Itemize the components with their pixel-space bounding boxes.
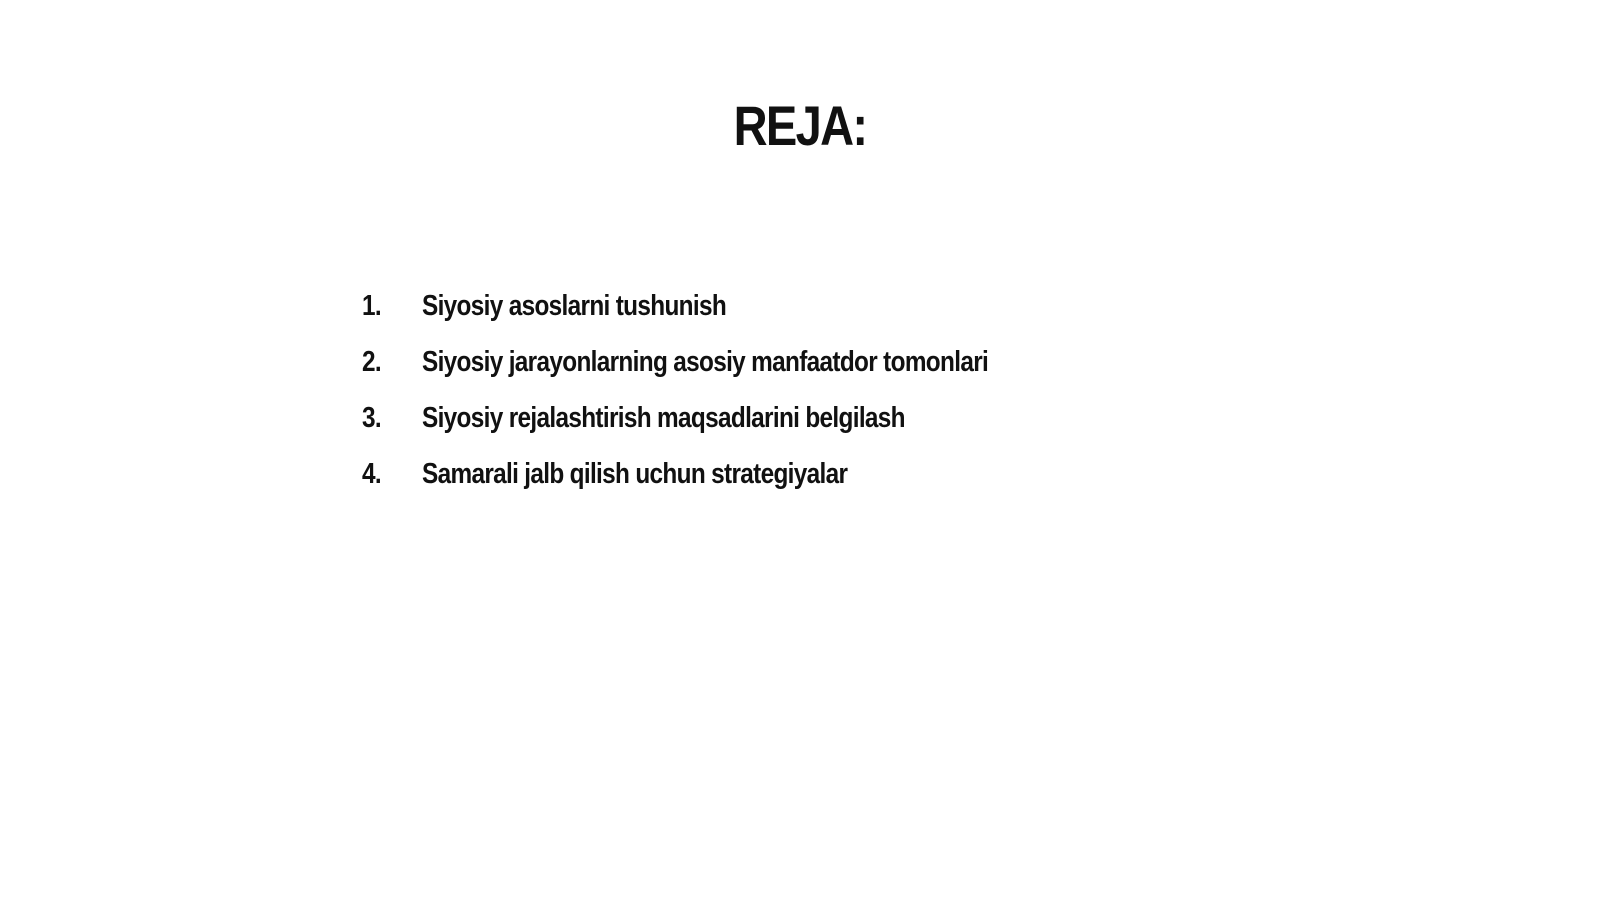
plan-item-number: 2.	[362, 346, 381, 378]
plan-item-text: Siyosiy asoslarni tushunish	[422, 290, 727, 322]
plan-item-number: 1.	[362, 290, 381, 322]
plan-item-number: 4.	[362, 458, 381, 490]
plan-item-2	[362, 346, 1096, 402]
plan-item-text: Samarali jalb qilish uchun strategiyalar	[422, 458, 848, 490]
slide-title: REJA:	[733, 94, 867, 157]
plan-item-1	[362, 290, 1096, 346]
plan-item-text: Siyosiy jarayonlarning asosiy manfaatdor tomonlari	[422, 346, 989, 378]
plan-item-4	[362, 458, 1096, 514]
plan-item-text: Siyosiy rejalashtirish maqsadlarini belgilash	[422, 402, 905, 434]
plan-item-3	[362, 402, 1096, 458]
plan-list	[362, 290, 1096, 514]
plan-item-number: 3.	[362, 402, 381, 434]
